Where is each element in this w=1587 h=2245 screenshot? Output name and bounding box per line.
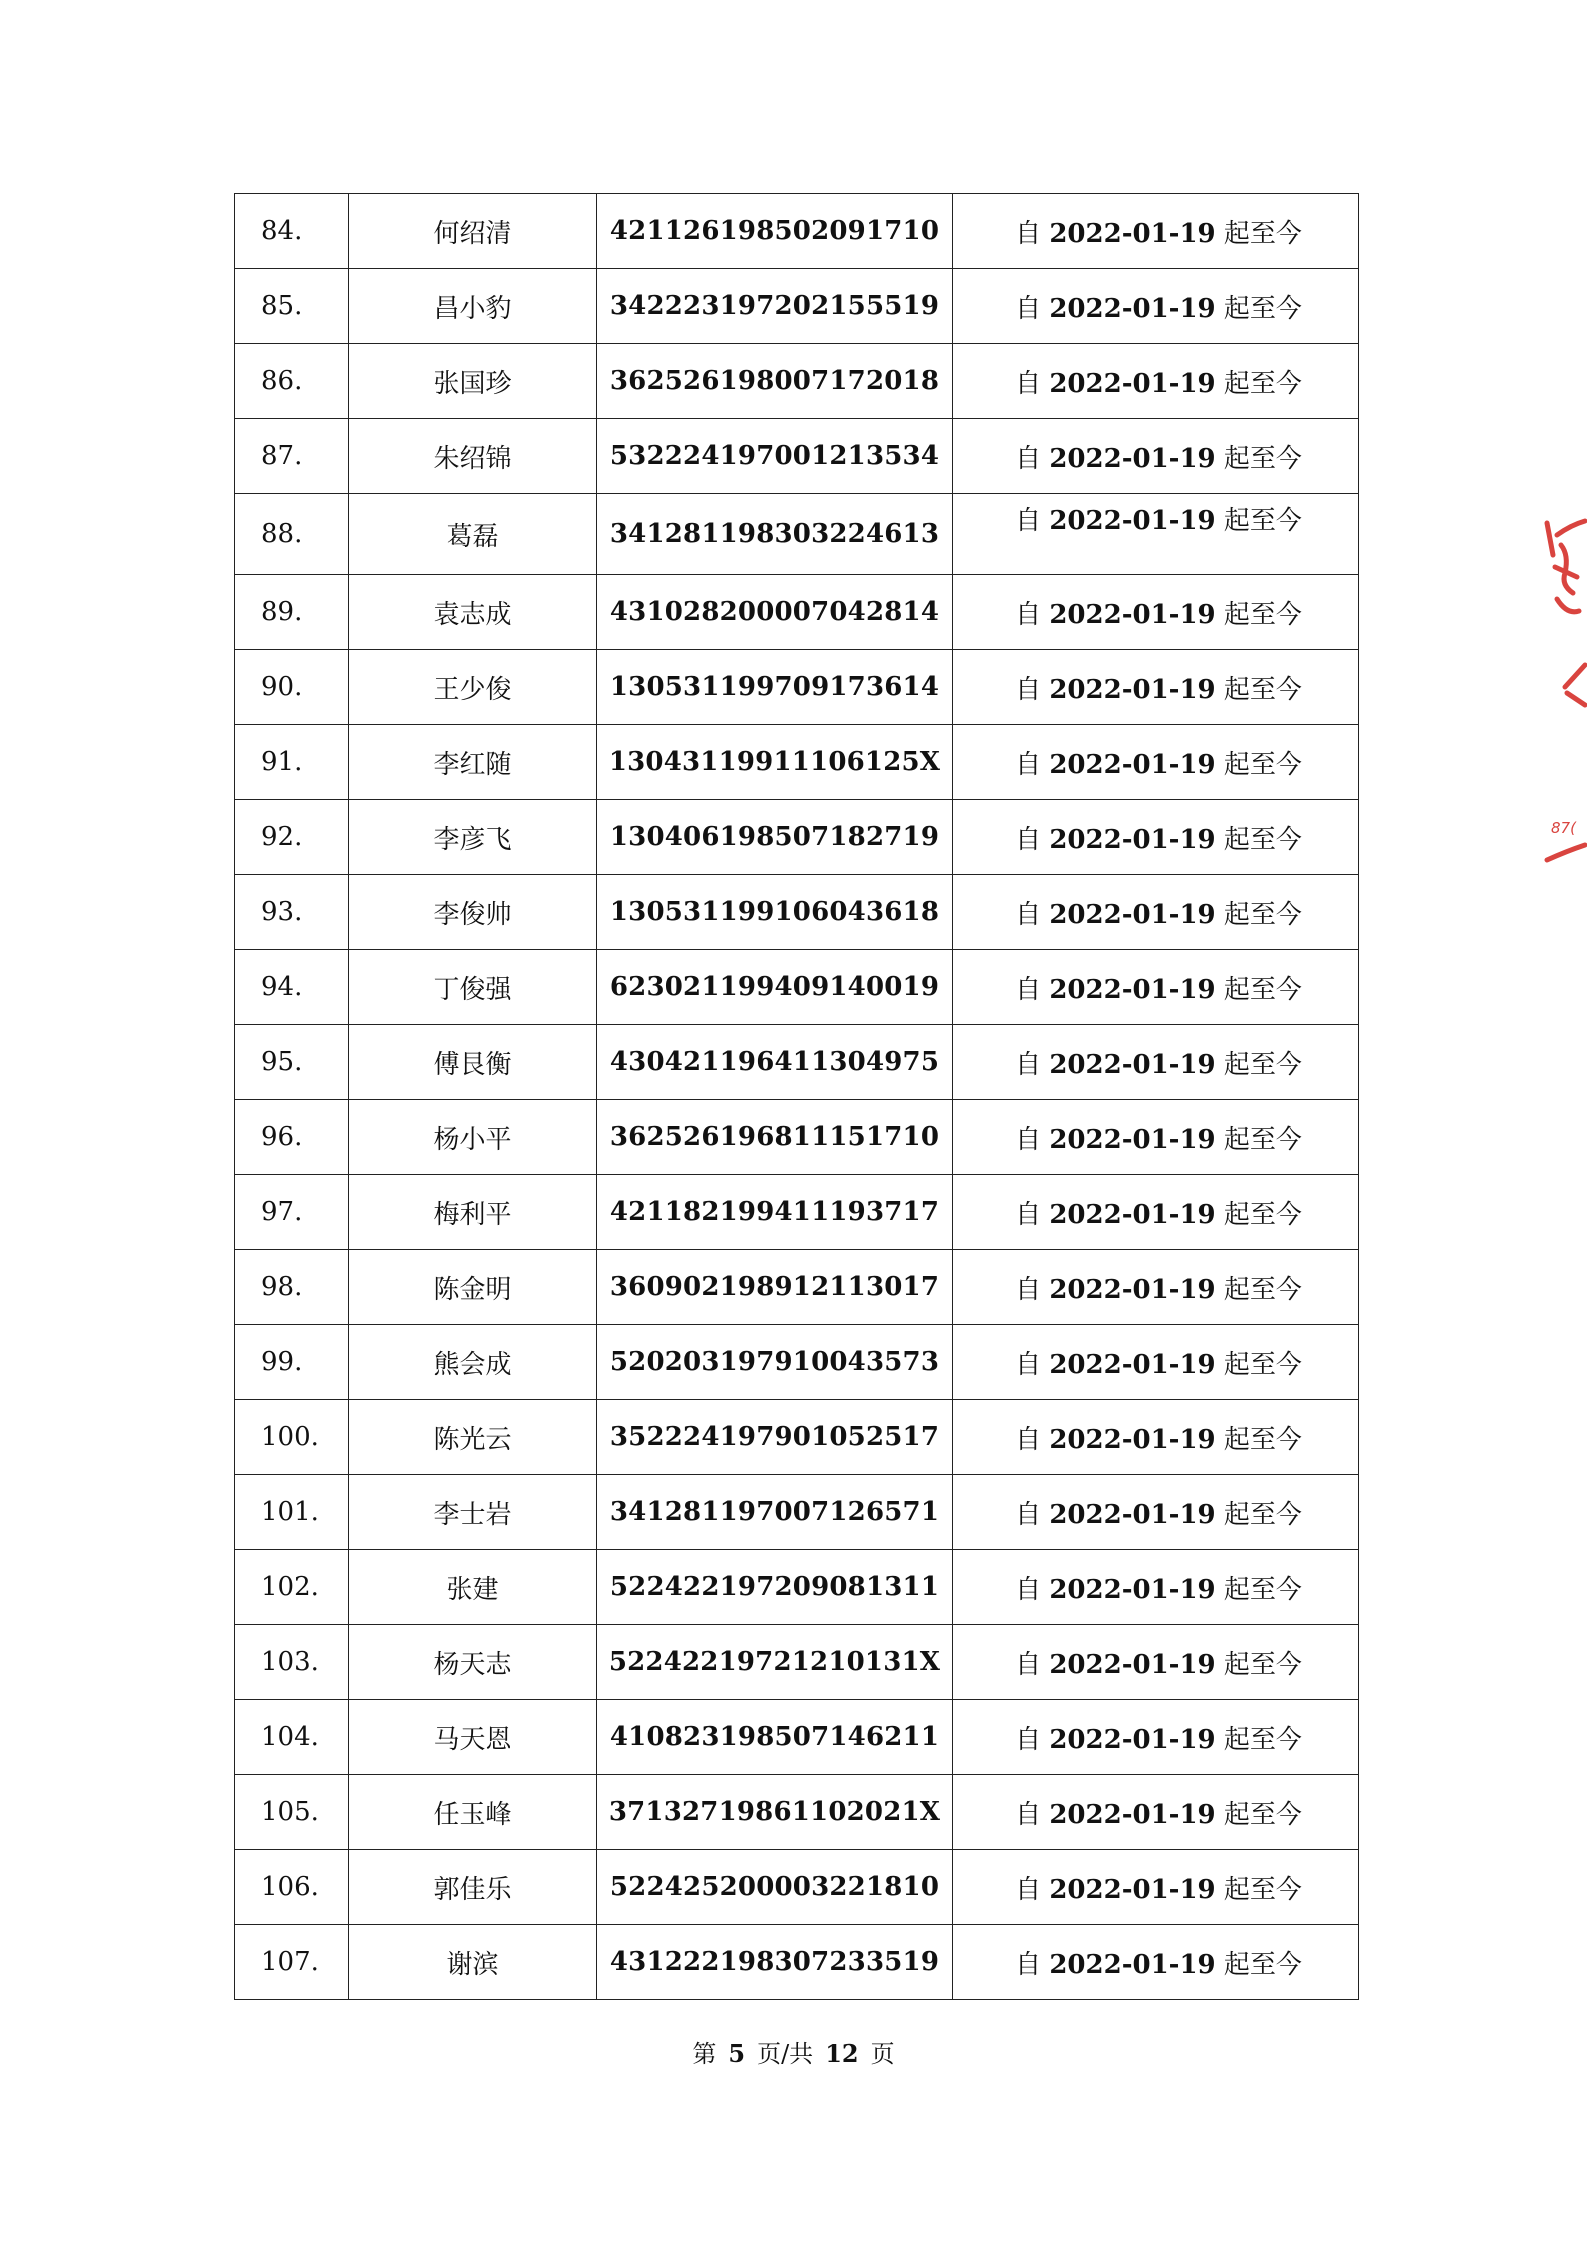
- table-row: [235, 1850, 1359, 1925]
- table-row: [235, 344, 1359, 419]
- row-number-cell: 105.: [235, 1775, 349, 1850]
- seal-char-stroke: [1567, 693, 1585, 705]
- period-date: 2022-01-19: [1049, 1874, 1216, 1905]
- name-cell: 谢滨: [349, 1925, 597, 2000]
- table-row: [235, 725, 1359, 800]
- id-number-cell: 52242219721210131X: [597, 1625, 953, 1700]
- period-cell: [953, 650, 1359, 725]
- period-prefix: 自: [1015, 1574, 1050, 1605]
- table-row: [235, 1175, 1359, 1250]
- table-row: [235, 1025, 1359, 1100]
- period-date: 2022-01-19: [1049, 443, 1216, 474]
- period-cell: [953, 419, 1359, 494]
- row-number-cell: 88.: [235, 494, 349, 575]
- period-prefix: 自: [1015, 974, 1050, 1005]
- period-cell: [953, 1550, 1359, 1625]
- table-row: [235, 1475, 1359, 1550]
- period-suffix: 起至今: [1215, 1274, 1302, 1305]
- period-suffix: 起至今: [1215, 368, 1302, 399]
- period-cell: [953, 344, 1359, 419]
- period-cell: [953, 494, 1359, 575]
- id-number-cell: 342223197202155519: [597, 269, 953, 344]
- period-cell: [953, 269, 1359, 344]
- period-suffix: 起至今: [1215, 674, 1302, 705]
- period-prefix: 自: [1015, 506, 1050, 536]
- period-suffix: 起至今: [1215, 1349, 1302, 1380]
- period-date: 2022-01-19: [1049, 293, 1216, 324]
- period-suffix: 起至今: [1215, 749, 1302, 780]
- period-date: 2022-01-19: [1049, 1649, 1216, 1680]
- row-number-cell: 104.: [235, 1700, 349, 1775]
- period-cell: [953, 1100, 1359, 1175]
- period-date: 2022-01-19: [1049, 218, 1216, 249]
- roster-table: [234, 193, 1359, 2000]
- name-cell: 熊会成: [349, 1325, 597, 1400]
- seal-arc: [1557, 521, 1585, 535]
- id-number-cell: 341281197007126571: [597, 1475, 953, 1550]
- period-cell: [953, 1025, 1359, 1100]
- current-page-number: 5: [728, 2039, 746, 2068]
- seal-char-stroke: [1557, 599, 1579, 612]
- row-number-cell: 87.: [235, 419, 349, 494]
- period-prefix: 自: [1015, 1949, 1050, 1980]
- row-number-cell: 107.: [235, 1925, 349, 2000]
- period-prefix: 自: [1015, 1649, 1050, 1680]
- row-number-cell: 95.: [235, 1025, 349, 1100]
- row-number-cell: 84.: [235, 194, 349, 269]
- name-cell: 杨小平: [349, 1100, 597, 1175]
- period-prefix: 自: [1015, 749, 1050, 780]
- period-cell: [953, 950, 1359, 1025]
- row-number-cell: 102.: [235, 1550, 349, 1625]
- period-prefix: 自: [1015, 1199, 1050, 1230]
- page-middle: 页/共: [757, 2040, 814, 2068]
- table-row: [235, 800, 1359, 875]
- period-prefix: 自: [1015, 293, 1050, 324]
- table-row: [235, 269, 1359, 344]
- name-cell: 陈光云: [349, 1400, 597, 1475]
- row-number-cell: 103.: [235, 1625, 349, 1700]
- id-number-cell: 623021199409140019: [597, 950, 953, 1025]
- period-cell: [953, 194, 1359, 269]
- id-number-cell: 532224197001213534: [597, 419, 953, 494]
- period-suffix: 起至今: [1215, 1424, 1302, 1455]
- name-cell: 李士岩: [349, 1475, 597, 1550]
- id-number-cell: 37132719861102021X: [597, 1775, 953, 1850]
- id-number-cell: 360902198912113017: [597, 1250, 953, 1325]
- period-date: 2022-01-19: [1049, 1349, 1216, 1380]
- period-prefix: 自: [1015, 218, 1050, 249]
- period-prefix: 自: [1015, 599, 1050, 630]
- period-suffix: 起至今: [1215, 1499, 1302, 1530]
- period-date: 2022-01-19: [1049, 1124, 1216, 1155]
- period-suffix: 起至今: [1215, 1874, 1302, 1905]
- name-cell: 袁志成: [349, 575, 597, 650]
- id-number-cell: 352224197901052517: [597, 1400, 953, 1475]
- period-cell: [953, 1250, 1359, 1325]
- name-cell: 葛磊: [349, 494, 597, 575]
- id-number-cell: 410823198507146211: [597, 1700, 953, 1775]
- name-cell: 任玉峰: [349, 1775, 597, 1850]
- period-suffix: 起至今: [1215, 1049, 1302, 1080]
- period-cell: [953, 725, 1359, 800]
- row-number-cell: 96.: [235, 1100, 349, 1175]
- total-page-count: 12: [825, 2039, 859, 2068]
- id-number-cell: 362526198007172018: [597, 344, 953, 419]
- name-cell: 傅艮衡: [349, 1025, 597, 1100]
- period-date: 2022-01-19: [1049, 1724, 1216, 1755]
- period-suffix: 起至今: [1215, 899, 1302, 930]
- period-date: 2022-01-19: [1049, 1049, 1216, 1080]
- roster-table-body: [235, 194, 1359, 2000]
- period-cell: [953, 1400, 1359, 1475]
- page-suffix: 页: [870, 2040, 895, 2068]
- period-prefix: 自: [1015, 368, 1050, 399]
- period-date: 2022-01-19: [1049, 824, 1216, 855]
- table-row: [235, 1100, 1359, 1175]
- period-prefix: 自: [1015, 1874, 1050, 1905]
- period-date: 2022-01-19: [1049, 674, 1216, 705]
- period-prefix: 自: [1015, 1274, 1050, 1305]
- row-number-cell: 91.: [235, 725, 349, 800]
- id-number-cell: 522425200003221810: [597, 1850, 953, 1925]
- id-number-cell: 13043119911106125X: [597, 725, 953, 800]
- period-date: 2022-01-19: [1049, 1499, 1216, 1530]
- table-row: [235, 1325, 1359, 1400]
- id-number-cell: 522422197209081311: [597, 1550, 953, 1625]
- id-number-cell: 431028200007042814: [597, 575, 953, 650]
- period-suffix: 起至今: [1215, 824, 1302, 855]
- period-prefix: 自: [1015, 899, 1050, 930]
- table-row: [235, 1700, 1359, 1775]
- period-suffix: 起至今: [1215, 293, 1302, 324]
- period-suffix: 起至今: [1215, 1574, 1302, 1605]
- name-cell: 丁俊强: [349, 950, 597, 1025]
- table-row: [235, 194, 1359, 269]
- row-number-cell: 90.: [235, 650, 349, 725]
- period-date: 2022-01-19: [1049, 749, 1216, 780]
- period-prefix: 自: [1015, 1724, 1050, 1755]
- period-suffix: 起至今: [1215, 1799, 1302, 1830]
- period-cell: [953, 1325, 1359, 1400]
- period-cell: [953, 800, 1359, 875]
- seal-char-stroke: [1547, 523, 1553, 555]
- row-number-cell: 100.: [235, 1400, 349, 1475]
- period-cell: [953, 1625, 1359, 1700]
- period-prefix: 自: [1015, 824, 1050, 855]
- row-number-cell: 98.: [235, 1250, 349, 1325]
- id-number-cell: 130531199106043618: [597, 875, 953, 950]
- period-suffix: 起至今: [1215, 506, 1302, 536]
- period-prefix: 自: [1015, 1124, 1050, 1155]
- name-cell: 梅利平: [349, 1175, 597, 1250]
- table-row: [235, 1550, 1359, 1625]
- id-number-cell: 362526196811151710: [597, 1100, 953, 1175]
- period-prefix: 自: [1015, 1799, 1050, 1830]
- period-prefix: 自: [1015, 1049, 1050, 1080]
- id-number-cell: 520203197910043573: [597, 1325, 953, 1400]
- period-suffix: 起至今: [1215, 1724, 1302, 1755]
- table-row: [235, 950, 1359, 1025]
- table-row: [235, 1250, 1359, 1325]
- period-date: 2022-01-19: [1049, 899, 1216, 930]
- id-number-cell: 341281198303224613: [597, 494, 953, 575]
- table-row: [235, 419, 1359, 494]
- name-cell: 马天恩: [349, 1700, 597, 1775]
- period-date: 2022-01-19: [1049, 1424, 1216, 1455]
- period-date: 2022-01-19: [1049, 599, 1216, 630]
- seal-fragment-text: 87(: [1551, 819, 1576, 837]
- period-suffix: 起至今: [1215, 599, 1302, 630]
- period-date: 2022-01-19: [1049, 1199, 1216, 1230]
- period-cell: [953, 875, 1359, 950]
- period-prefix: 自: [1015, 1349, 1050, 1380]
- period-prefix: 自: [1015, 443, 1050, 474]
- name-cell: 何绍清: [349, 194, 597, 269]
- row-number-cell: 106.: [235, 1850, 349, 1925]
- table-row: [235, 650, 1359, 725]
- period-date: 2022-01-19: [1049, 506, 1216, 536]
- period-cell: [953, 1850, 1359, 1925]
- name-cell: 朱绍锦: [349, 419, 597, 494]
- period-cell: [953, 1475, 1359, 1550]
- period-cell: [953, 1175, 1359, 1250]
- period-suffix: 起至今: [1215, 218, 1302, 249]
- period-date: 2022-01-19: [1049, 1274, 1216, 1305]
- period-cell: [953, 1925, 1359, 2000]
- table-row: [235, 494, 1359, 575]
- id-number-cell: 431222198307233519: [597, 1925, 953, 2000]
- row-number-cell: 93.: [235, 875, 349, 950]
- id-number-cell: 430421196411304975: [597, 1025, 953, 1100]
- id-number-cell: 421126198502091710: [597, 194, 953, 269]
- period-suffix: 起至今: [1215, 443, 1302, 474]
- page-number-footer: [0, 2034, 1587, 2069]
- table-row: [235, 1925, 1359, 2000]
- id-number-cell: 130531199709173614: [597, 650, 953, 725]
- name-cell: 李俊帅: [349, 875, 597, 950]
- period-date: 2022-01-19: [1049, 368, 1216, 399]
- period-prefix: 自: [1015, 674, 1050, 705]
- period-cell: [953, 1700, 1359, 1775]
- period-suffix: 起至今: [1215, 1949, 1302, 1980]
- row-number-cell: 89.: [235, 575, 349, 650]
- table-row: [235, 1625, 1359, 1700]
- name-cell: 王少俊: [349, 650, 597, 725]
- row-number-cell: 101.: [235, 1475, 349, 1550]
- row-number-cell: 94.: [235, 950, 349, 1025]
- name-cell: 陈金明: [349, 1250, 597, 1325]
- table-row: [235, 875, 1359, 950]
- name-cell: 张国珍: [349, 344, 597, 419]
- name-cell: 郭佳乐: [349, 1850, 597, 1925]
- period-suffix: 起至今: [1215, 1199, 1302, 1230]
- period-suffix: 起至今: [1215, 1124, 1302, 1155]
- name-cell: 张建: [349, 1550, 597, 1625]
- name-cell: 李彦飞: [349, 800, 597, 875]
- period-cell: [953, 1775, 1359, 1850]
- id-number-cell: 130406198507182719: [597, 800, 953, 875]
- row-number-cell: 97.: [235, 1175, 349, 1250]
- name-cell: 昌小豹: [349, 269, 597, 344]
- period-suffix: 起至今: [1215, 1649, 1302, 1680]
- seal-arc: [1547, 845, 1585, 860]
- period-suffix: 起至今: [1215, 974, 1302, 1005]
- name-cell: 杨天志: [349, 1625, 597, 1700]
- period-date: 2022-01-19: [1049, 1574, 1216, 1605]
- period-prefix: 自: [1015, 1424, 1050, 1455]
- official-seal-fragment: [1517, 515, 1587, 875]
- table-row: [235, 1775, 1359, 1850]
- period-date: 2022-01-19: [1049, 1799, 1216, 1830]
- row-number-cell: 92.: [235, 800, 349, 875]
- table-row: [235, 575, 1359, 650]
- period-date: 2022-01-19: [1049, 1949, 1216, 1980]
- seal-char-stroke: [1565, 665, 1585, 687]
- period-cell: [953, 575, 1359, 650]
- name-cell: 李红随: [349, 725, 597, 800]
- table-row: [235, 1400, 1359, 1475]
- period-date: 2022-01-19: [1049, 974, 1216, 1005]
- page-prefix: 第: [692, 2040, 717, 2068]
- row-number-cell: 99.: [235, 1325, 349, 1400]
- id-number-cell: 421182199411193717: [597, 1175, 953, 1250]
- row-number-cell: 85.: [235, 269, 349, 344]
- period-prefix: 自: [1015, 1499, 1050, 1530]
- row-number-cell: 86.: [235, 344, 349, 419]
